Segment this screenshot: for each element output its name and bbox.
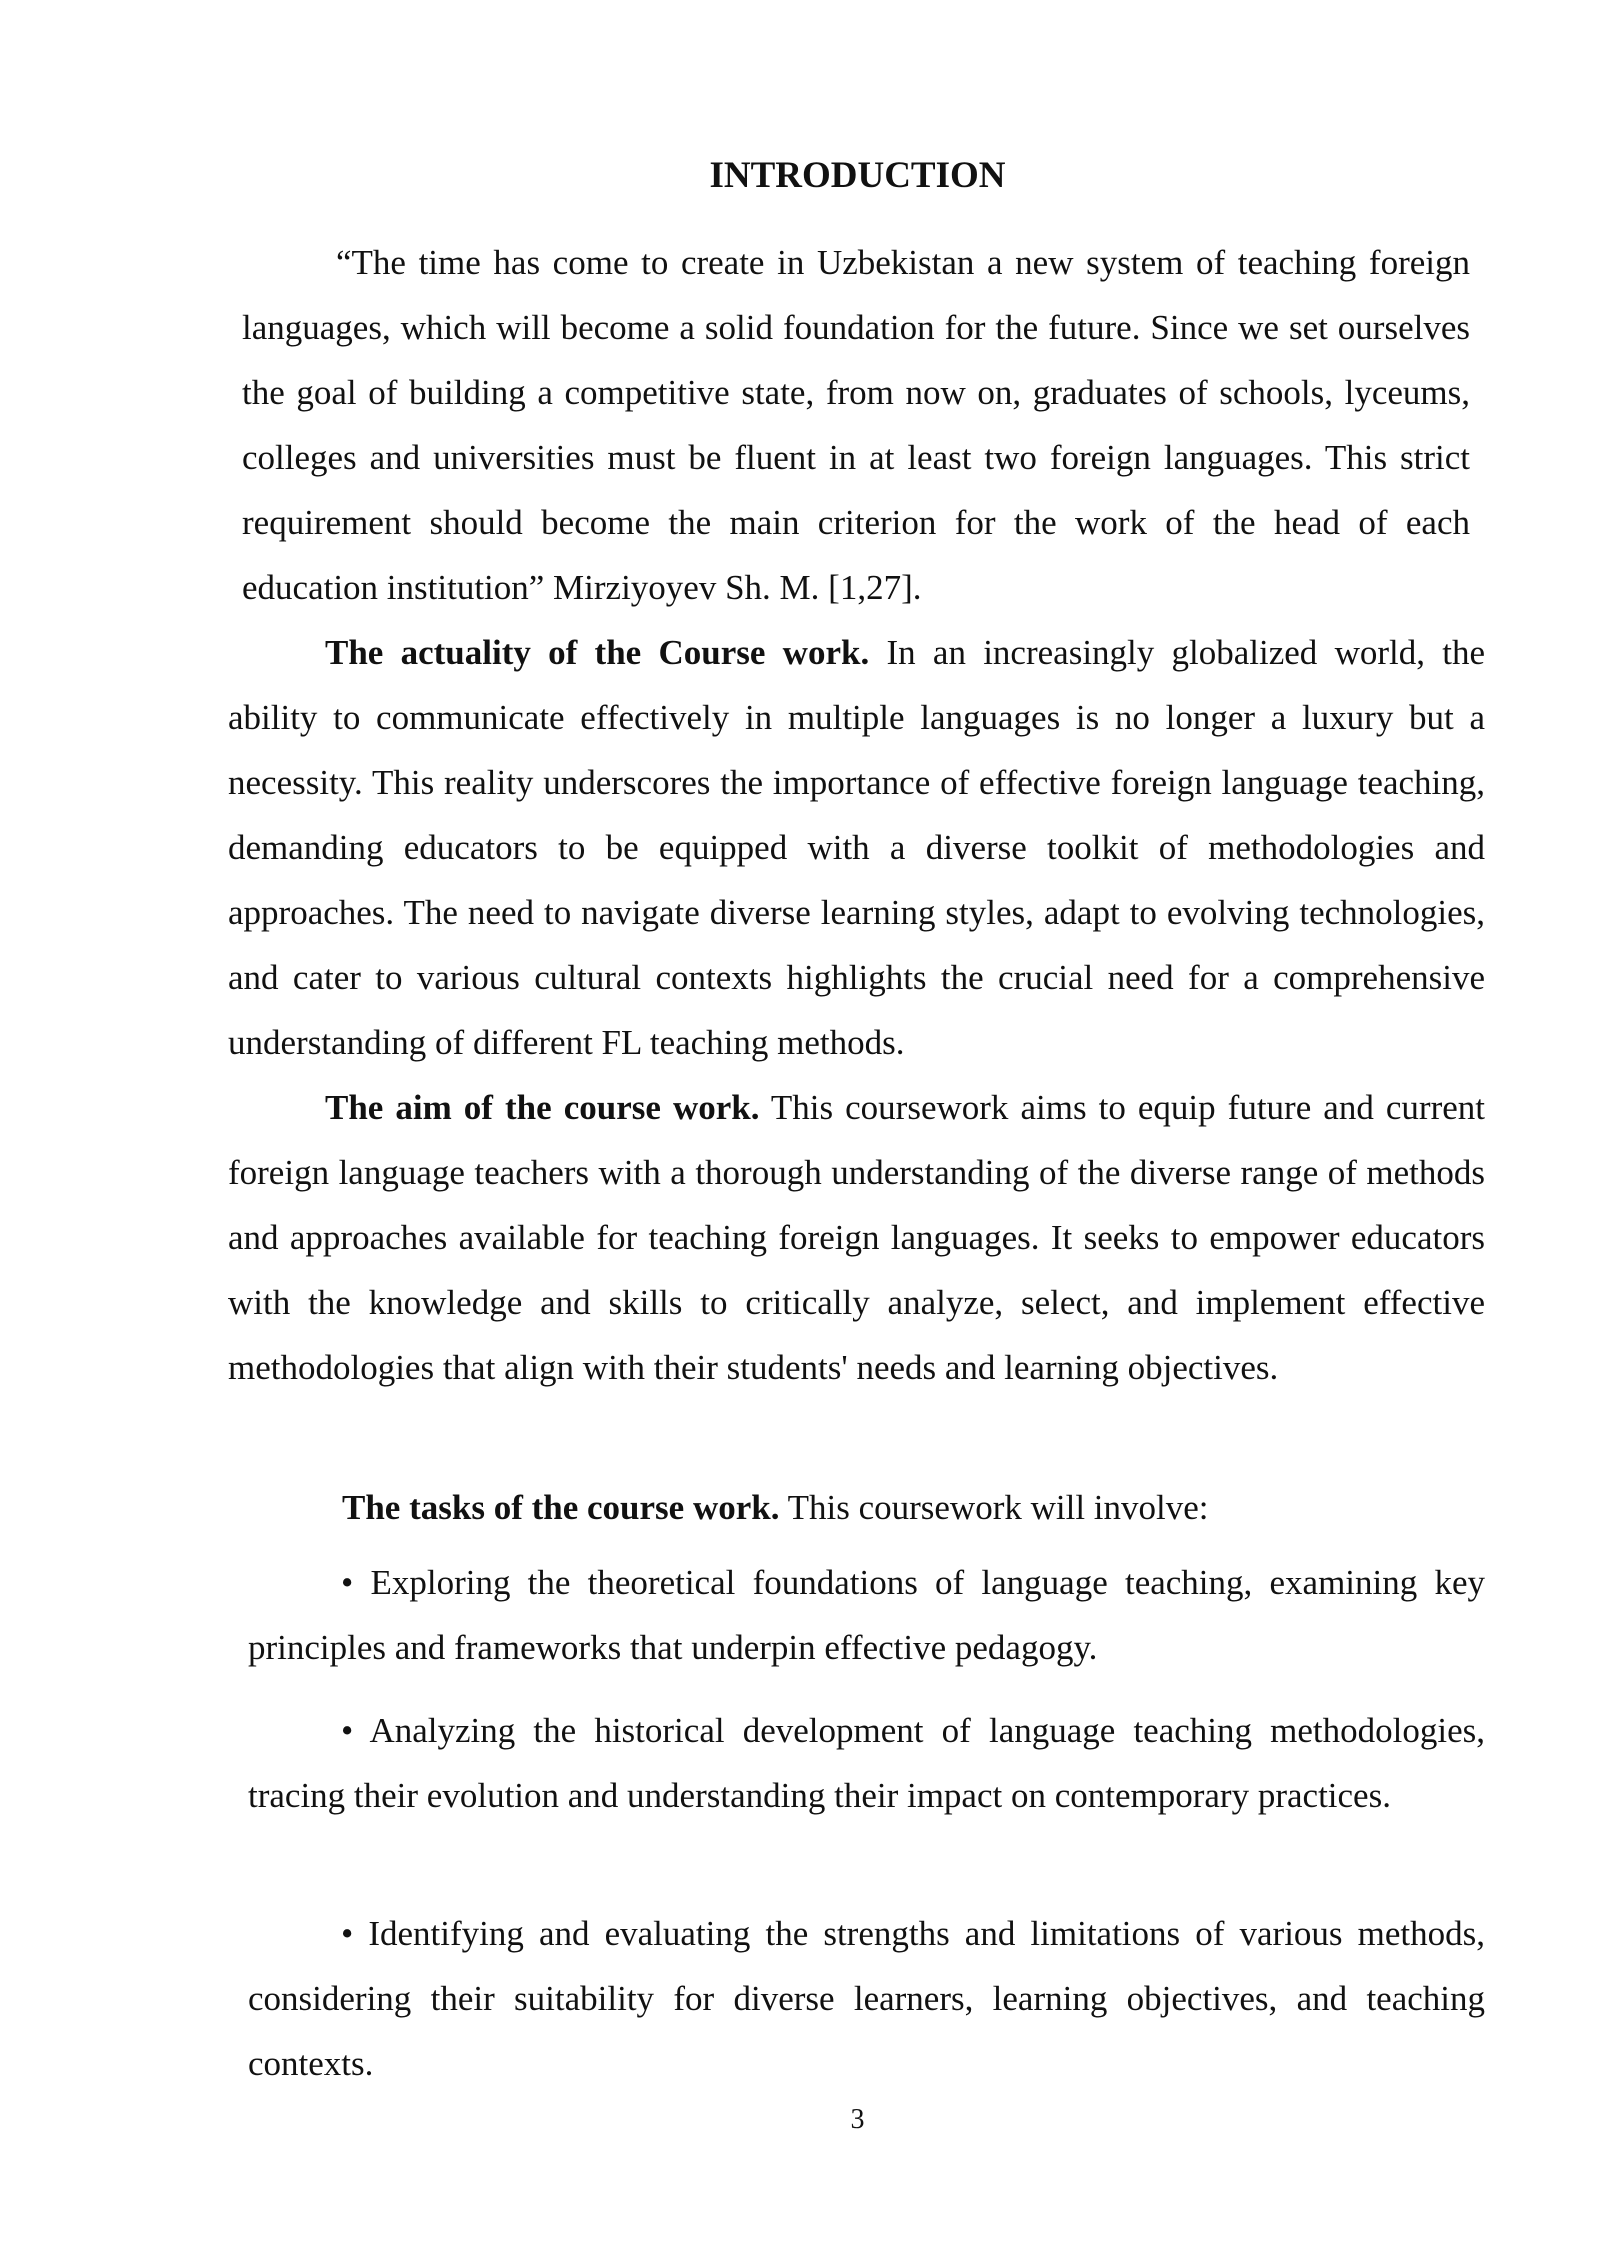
aim-label: The aim of the course work. [325,1088,760,1127]
task-item: • Analyzing the historical development of language teaching methodologies, tracing their evolution and understanding their impact on contemporary practices. [248,1711,1485,1815]
section-heading: INTRODUCTION [709,155,1006,196]
tasks-label: The tasks of the course work. [342,1488,780,1527]
task-item: • Exploring the theoretical foundations of language teaching, examining key principles and frameworks that underpin effective pedagogy. [248,1563,1485,1667]
aim-text: This coursework aims to equip future and current foreign language teachers with a thorough understanding of the diverse range of methods and approaches available for teaching foreign languages. It seeks to empower educators with the knowledge and skills to critically analyze, select, and implement effective methodologies that align with their students' needs and learning objectives. [228,1088,1485,1387]
tasks-intro-text: This coursework will involve: [779,1488,1209,1527]
tasks-paragraph [342,1475,1482,1540]
aim-paragraph [228,1075,1485,1400]
page-number: 3 [850,2104,865,2135]
actuality-label: The actuality of the Course work. [325,633,870,672]
task-item: • Identifying and evaluating the strengths and limitations of various methods, considering their suitability for diverse learners, learning objectives, and teaching contexts. [248,1914,1485,2083]
actuality-paragraph [228,620,1485,1075]
actuality-text: In an increasingly globalized world, the ability to communicate effectively in multiple languages is no longer a luxury but a necessity. This reality underscores the importance of effective foreign language teaching, demanding educators to be equipped with a diverse toolkit of methodologies and approaches. The need to navigate diverse learning styles, adapt to evolving technologies, and cater to various cultural contexts highlights the crucial need for a comprehensive understanding of different FL teaching methods. [228,633,1486,1062]
epigraph-quote: “The time has come to create in Uzbekistan a new system of teaching foreign languages, which will become a solid foundation for the future. Since we set ourselves the goal of building a competitive state, from now on, graduates of schools, lyceums, colleges and universities must be fluent in at least two foreign languages. This strict requirement should become the main criterion for the work of the head of each education institution” Mirziyoyev Sh. M. [1,27]. [242,243,1470,607]
